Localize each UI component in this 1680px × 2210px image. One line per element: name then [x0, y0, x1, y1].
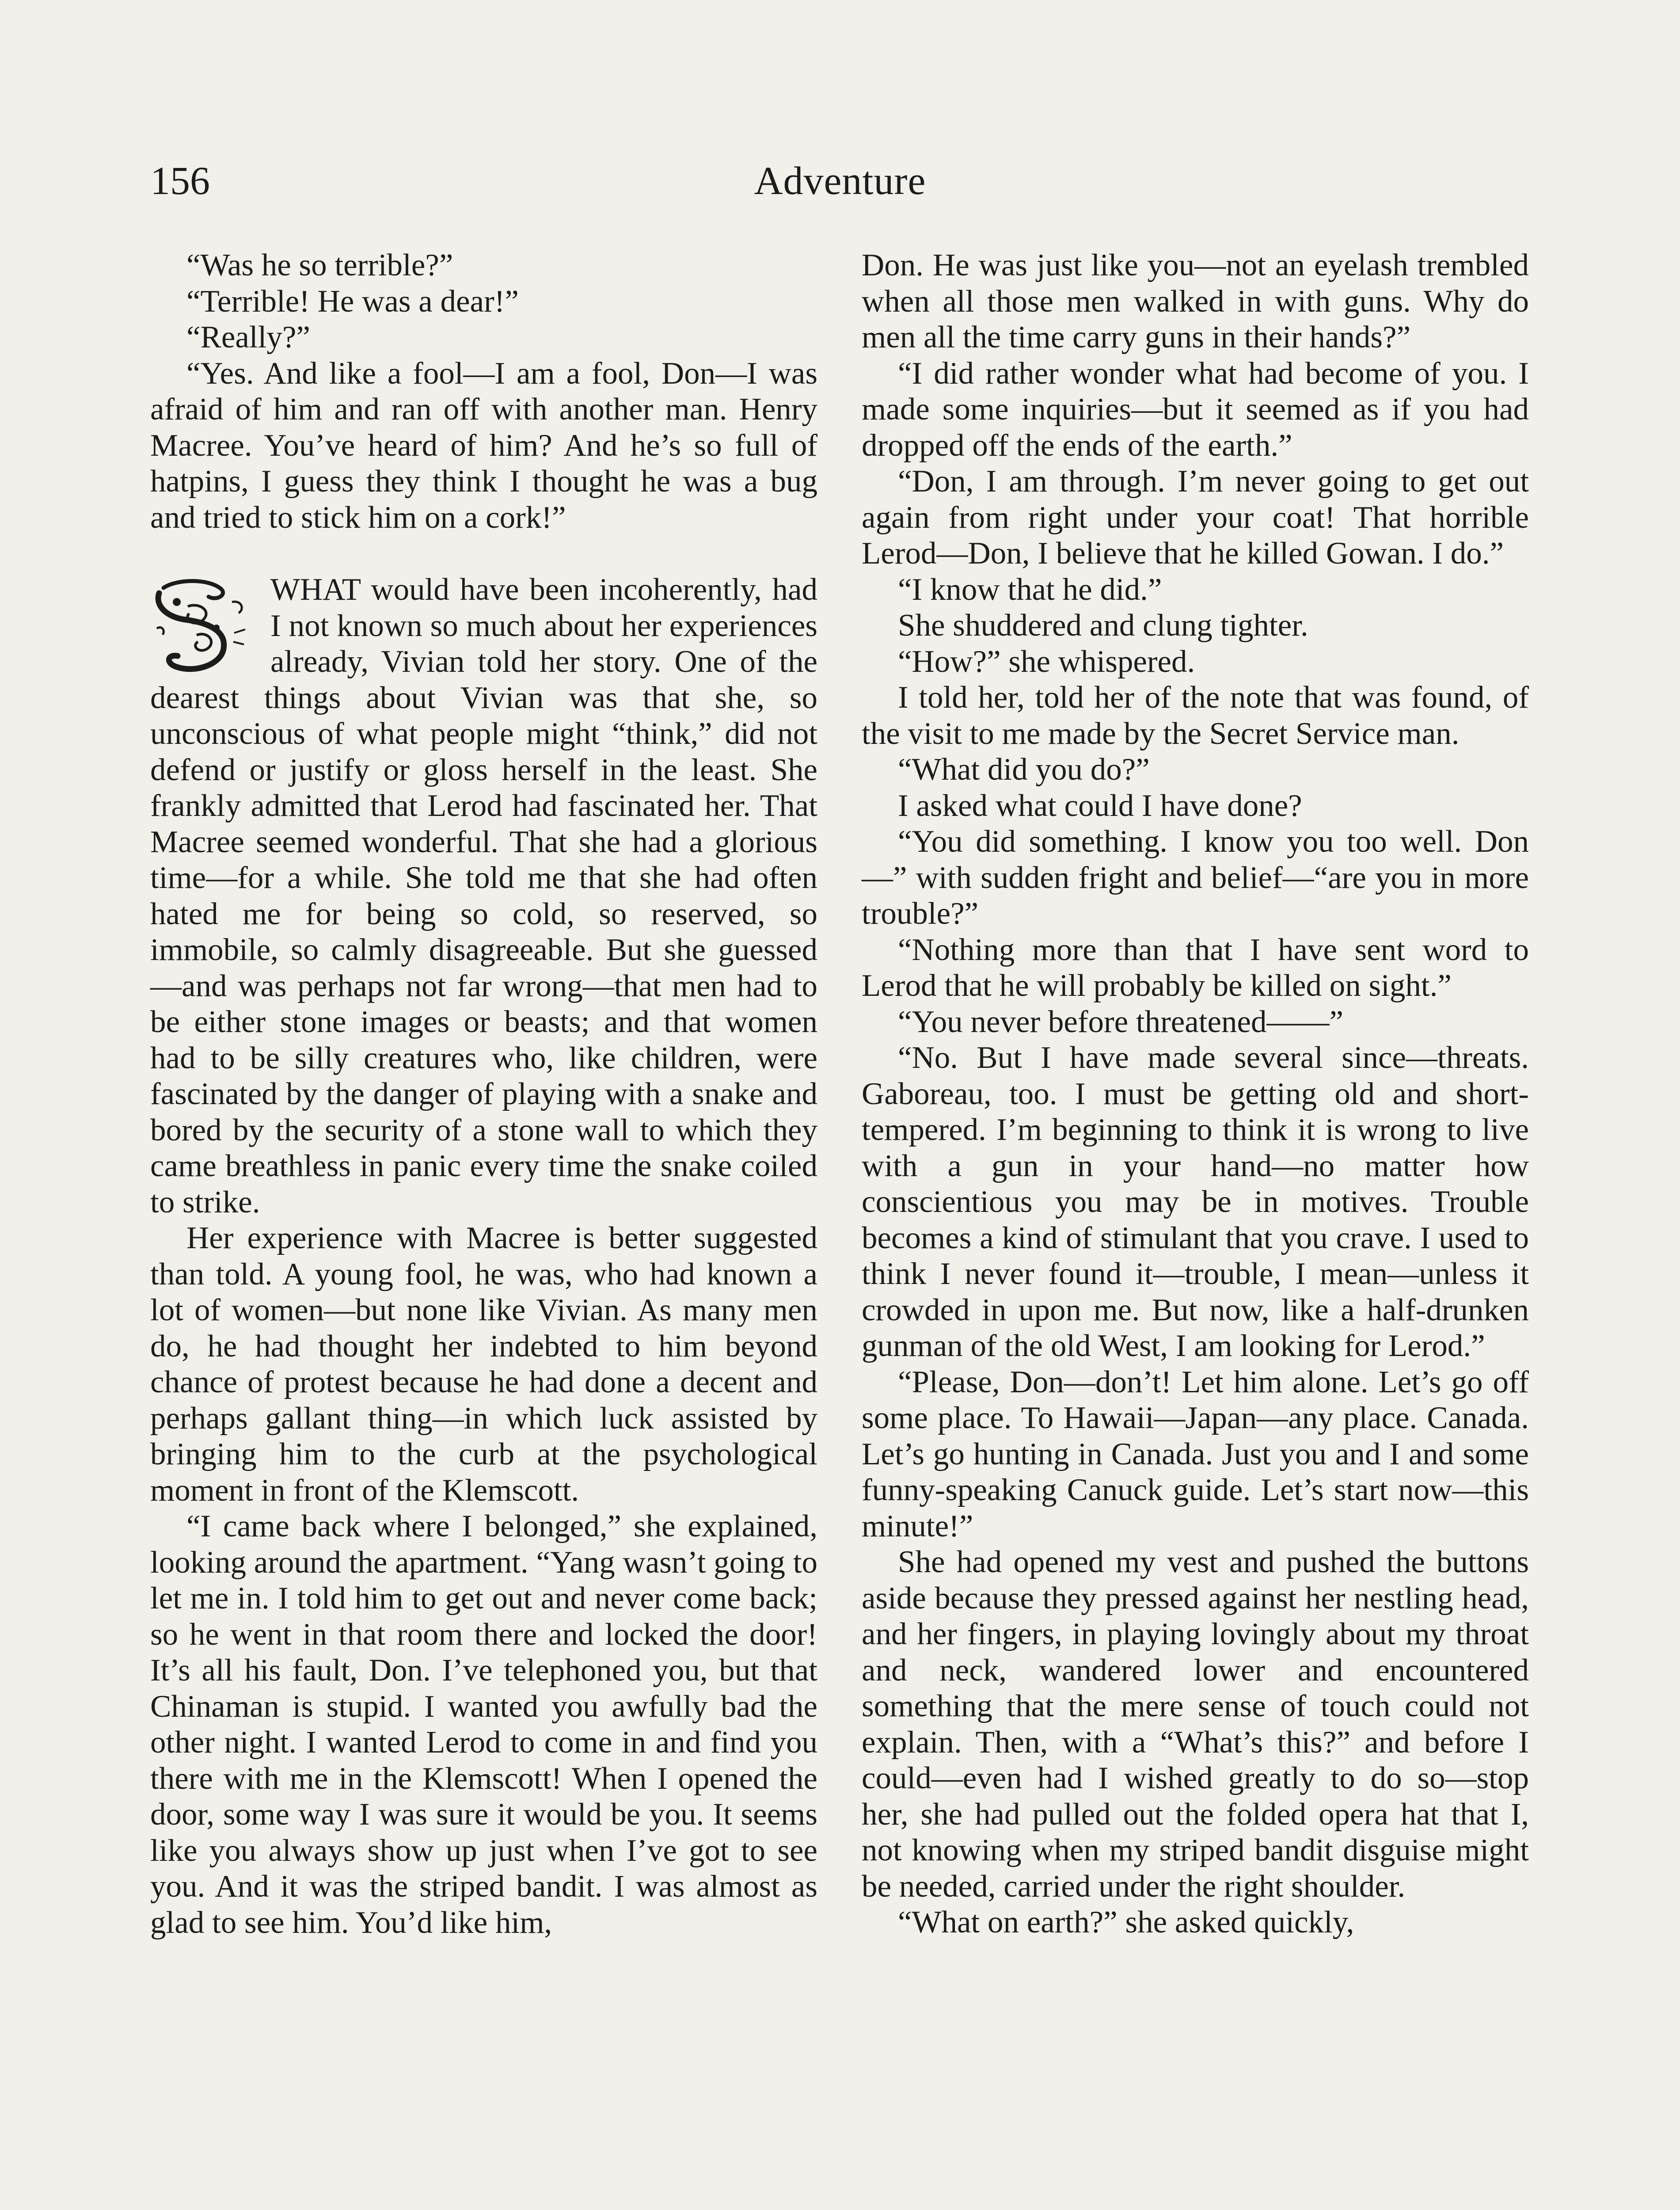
paragraph: “Don, I am through. I’m never going to get out again from right under your coat! That horrible Lerod—Don, I believe that he killed Gowan. I do.” [862, 464, 1529, 571]
paragraph: “Please, Don—don’t! Let him alone. Let’s go off some place. To Hawaii—Japan—any place. Canada. Let’s go hunting in Canada. Just you and I and some funny-speaking Canuck guide. Let’s start now—this minute!” [862, 1364, 1529, 1543]
right-column [862, 248, 1529, 1941]
section-break [150, 536, 817, 572]
paragraph: “I did rather wonder what had become of you. I made some inquiries—but it seemed as if you had dropped off the ends of the earth.” [862, 356, 1529, 463]
paragraph: “How?” she whispered. [898, 644, 1195, 679]
decorative-dropcap-s [150, 575, 264, 677]
paragraph: “I came back where I belonged,” she explained, looking around the apartment. “Yang wasn’t going to let me in. I told him to get out and never come back; so he went in that room there and locked the door! It’s all his fault, Don. I’ve telephoned you, but that Chinaman is stupid. I wanted you awfully bad the other night. I wanted Lerod to come in and find you there with me in the Klemscott! When I opened the door, some way I was sure it would be you. It seems like you always show up just when I’ve got to see you. And it was the striped bandit. I was almost as glad to see him. You’d like him, [150, 1509, 817, 1940]
running-title: Adventure [754, 159, 926, 203]
paragraph: “Was he so terrible?” [186, 248, 453, 282]
paragraph: “Really?” [186, 320, 310, 354]
paragraph-continuation: Don. He was just like you—not an eyelash trembled when all those men walked in with guns. Why do men all the time carry guns in their hands?” [862, 248, 1529, 354]
paragraph: “Nothing more than that I have sent word to Lerod that he will probably be killed on sight.” [862, 932, 1529, 1003]
paragraph: WHAT would have been incoherently, had I not known so much about her experiences already, Vivian told her story. One of the dearest things about Vivian was that she, so unconscious of what people might “think,” did not defend or justify or gloss herself in the least. She frankly admitted that Lerod had fascinated her. That Macree seemed wonderful. That she had a glorious time—for a while. She told me that she had often hated me for being so cold, so reserved, so immobile, so calmly disagreeable. But she guessed—and was perhaps not far wrong—that men had to be either stone images or beasts; and that women had to be silly creatures who, like children, were fascinated by the danger of playing with a snake and bored by the security of a stone wall to which they came breathless in panic every time the snake coiled to strike. [150, 572, 817, 1219]
paragraph: She shuddered and clung tighter. [898, 608, 1308, 643]
left-column [150, 248, 817, 1941]
paragraph: “You did something. I know you too well. Don—” with sudden fright and belief—“are you in more trouble?” [862, 824, 1529, 931]
paragraph: “Yes. And like a fool—I am a fool, Don—I was afraid of him and ran off with another man. Henry Macree. You’ve heard of him? And he’s so full of hatpins, I guess they think I thought he was a bug and tried to stick him on a cork!” [150, 356, 817, 535]
paragraph: “Terrible! He was a dear!” [186, 284, 519, 319]
paragraph: I asked what could I have done? [898, 788, 1302, 823]
paragraph: “What did you do?” [898, 752, 1150, 787]
paragraph: “I know that he did.” [898, 572, 1162, 607]
paragraph: She had opened my vest and pushed the buttons aside because they pressed against her nestling head, and her fingers, in playing lovingly about my throat and neck, wandered lower and encountered something that the mere sense of touch could not explain. Then, with a “What’s this?” and before I could—even had I wished greatly to do so—stop her, she had pulled out the folded opera hat that I, not knowing when my striped bandit disguise might be needed, carried under the right shoulder. [862, 1545, 1529, 1904]
paragraph: “No. But I have made several since—threats. Gaboreau, too. I must be getting old and short-tempered. I’m beginning to think it is wrong to live with a gun in your hand—no matter how conscientious you may be in motives. Trouble becomes a kind of stimulant that you crave. I used to think I never found it—trouble, I mean—unless it crowded in upon me. But now, like a half-drunken gunman of the old West, I am looking for Lerod.” [862, 1040, 1529, 1363]
paragraph: “What on earth?” she asked quickly, [898, 1905, 1354, 1939]
paragraph: Her experience with Macree is better suggested than told. A young fool, he was, who had known a lot of women—but none like Vivian. As many men do, he had thought her indebted to him beyond chance of protest because he had done a decent and perhaps gallant thing—in which luck assisted by bringing him to the curb at the psychological moment in front of the Klemscott. [150, 1221, 817, 1508]
paragraph: I told her, told her of the note that was found, of the visit to me made by the Secret Service man. [862, 680, 1529, 751]
page-number: 156 [150, 159, 210, 203]
paragraph: “You never before threatened——” [898, 1004, 1344, 1039]
